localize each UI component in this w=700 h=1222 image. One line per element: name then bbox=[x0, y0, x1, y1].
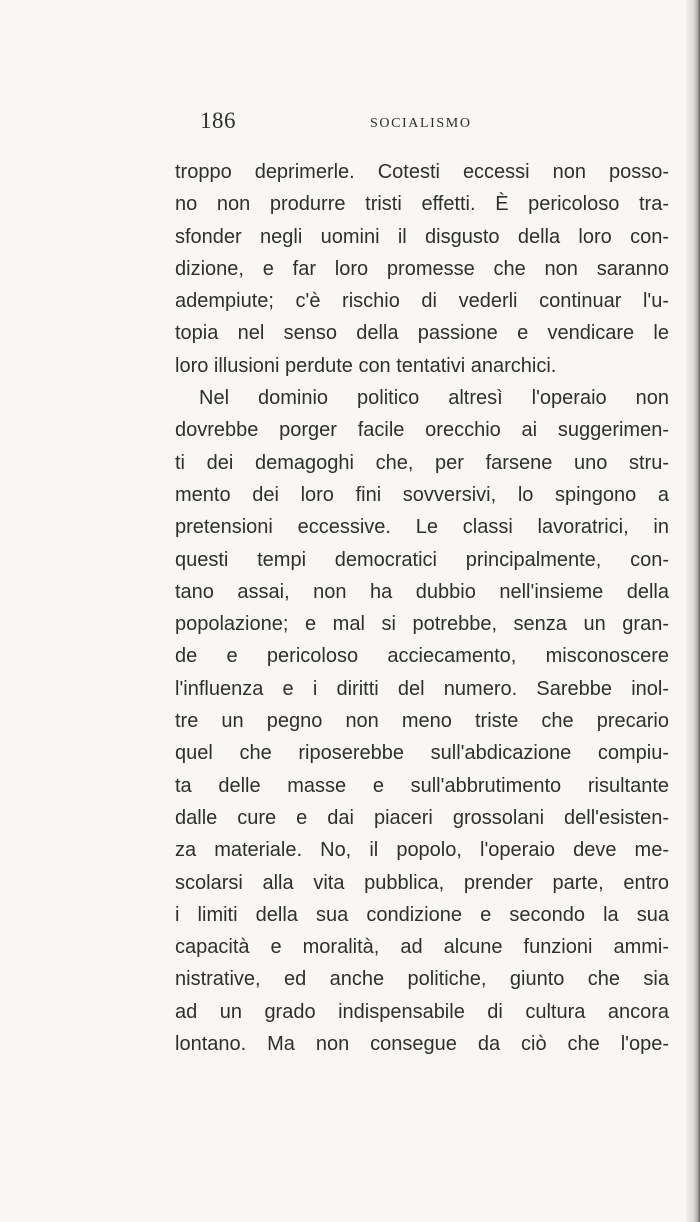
page-number: 186 bbox=[200, 108, 236, 133]
text-line: adempiute; c'è rischio di vederli continuar l'u- bbox=[175, 290, 669, 313]
text-line: pretensioni eccessive. Le classi lavoratrici, in bbox=[175, 516, 669, 539]
text-line: nistrative, ed anche politiche, giunto che sia bbox=[175, 968, 669, 991]
text-line: tano assai, non ha dubbio nell'insieme della bbox=[175, 580, 669, 603]
text-line: dovrebbe porger facile orecchio ai suggerimen- bbox=[175, 419, 669, 442]
text-line: capacità e moralità, ad alcune funzioni ammi- bbox=[175, 936, 669, 959]
text-line: mento dei loro fini sovversivi, lo spingono a bbox=[175, 483, 669, 506]
text-line: de e pericoloso acciecamento, misconoscere bbox=[175, 645, 669, 668]
text-line: lontano. Ma non consegue da ciò che l'ope- bbox=[175, 1033, 669, 1056]
text-line: ad un grado indispensabile di cultura ancora bbox=[175, 1000, 669, 1023]
text-line: ta delle masse e sull'abbrutimento risultante bbox=[175, 774, 669, 797]
text-line: quel che riposerebbe sull'abdicazione compiu- bbox=[175, 742, 669, 765]
text-line: popolazione; e mal si potrebbe, senza un gran- bbox=[175, 613, 669, 636]
running-title: SOCIALISMO bbox=[370, 116, 472, 131]
paragraph bbox=[175, 156, 669, 382]
body-text bbox=[175, 156, 669, 1060]
text-line: sfonder negli uomini il disgusto della loro con- bbox=[175, 225, 669, 248]
text-line: l'influenza e i diritti del numero. Sarebbe inol- bbox=[175, 677, 669, 700]
text-line: dalle cure e dai piaceri grossolani dell'esisten- bbox=[175, 806, 669, 829]
text-line: loro illusioni perdute con tentativi anarchici. bbox=[175, 354, 557, 377]
text-line: scolarsi alla vita pubblica, prender parte, entro bbox=[175, 871, 669, 894]
text-line: questi tempi democratici principalmente, con- bbox=[175, 548, 669, 571]
text-line: ti dei demagoghi che, per farsene uno stru- bbox=[175, 451, 669, 474]
text-line: no non produrre tristi effetti. È pericoloso tra- bbox=[175, 193, 669, 216]
text-line: tre un pegno non meno triste che precario bbox=[175, 710, 669, 733]
text-line: Nel dominio politico altresì l'operaio non bbox=[199, 387, 669, 410]
text-line: dizione, e far loro promesse che non saranno bbox=[175, 257, 669, 280]
paragraph bbox=[175, 382, 669, 1060]
text-line: troppo deprimerle. Cotesti eccessi non posso- bbox=[175, 161, 669, 183]
text-line: topia nel senso della passione e vendicare le bbox=[175, 322, 669, 345]
text-line: za materiale. No, il popolo, l'operaio deve me- bbox=[175, 839, 669, 862]
text-line: i limiti della sua condizione e secondo la sua bbox=[175, 903, 669, 926]
running-head bbox=[200, 108, 490, 148]
page-edge-shadow bbox=[686, 0, 700, 1222]
